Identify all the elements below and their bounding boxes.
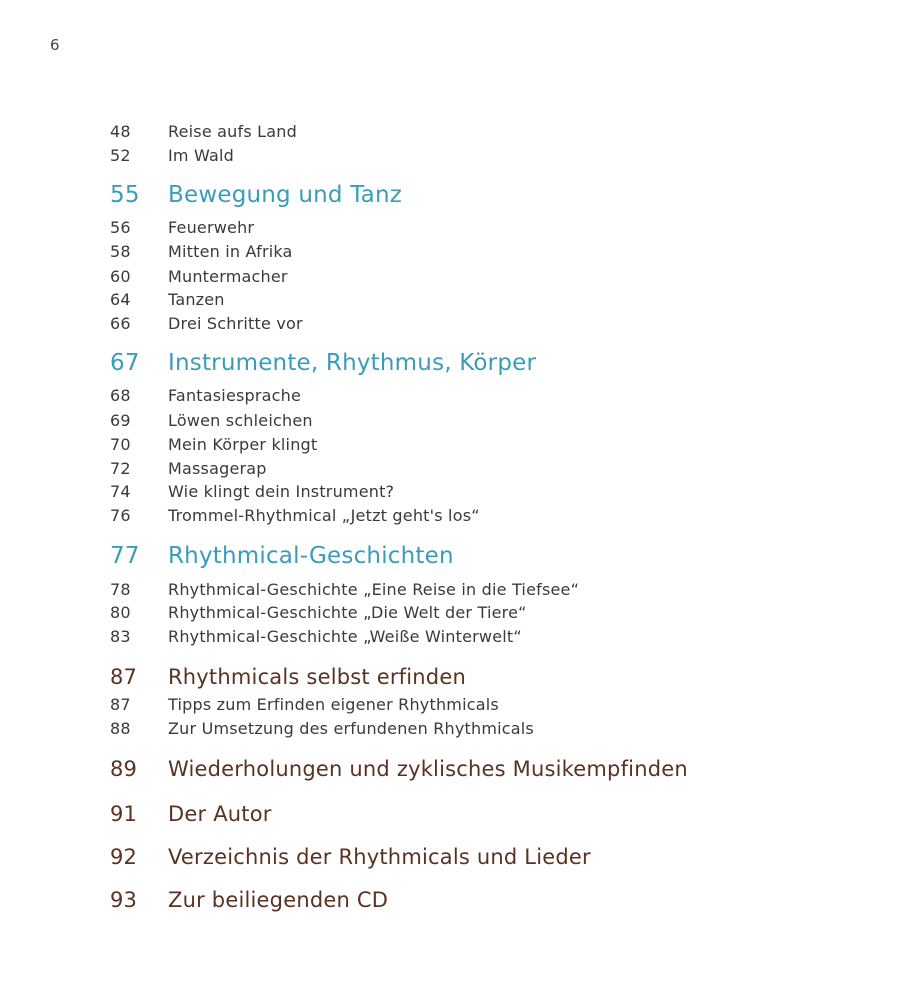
toc-entry-page: 70 — [110, 435, 131, 454]
toc-entry-page: 48 — [110, 122, 131, 141]
toc-entry-page: 88 — [110, 719, 131, 738]
toc-section-page: 89 — [110, 757, 138, 781]
toc-entry — [110, 290, 225, 309]
toc-entry-title: Drei Schritte vor — [168, 314, 303, 333]
toc-section-page: 93 — [110, 888, 138, 912]
toc-section-title: Zur beiliegenden CD — [168, 888, 389, 912]
toc-entry-title: Trommel-Rhythmical „Jetzt geht's los“ — [168, 506, 480, 525]
toc-entry-page: 72 — [110, 459, 131, 478]
toc-entry — [110, 580, 579, 599]
toc-entry-title: Mein Körper klingt — [168, 435, 318, 454]
toc-entry — [110, 386, 301, 405]
toc-section-heading — [110, 350, 536, 376]
toc-section-title: Der Autor — [168, 802, 272, 826]
toc-section-heading — [110, 888, 388, 912]
toc-section-title: Wiederholungen und zyklisches Musikempfinden — [168, 757, 688, 781]
toc-section-page: 91 — [110, 802, 138, 826]
toc-entry — [110, 411, 313, 430]
toc-entry-title: Massagerap — [168, 459, 267, 478]
toc-section-title: Rhythmicals selbst erfinden — [168, 665, 466, 689]
toc-entry — [110, 242, 293, 261]
toc-entry-page: 68 — [110, 386, 131, 405]
toc-entry-title: Rhythmical-Geschichte „Die Welt der Tiere“ — [168, 603, 527, 622]
toc-section-title: Bewegung und Tanz — [168, 182, 403, 208]
toc-entry — [110, 695, 499, 714]
toc-section-page: 55 — [110, 182, 140, 208]
toc-entry — [110, 267, 288, 286]
toc-entry-title: Tipps zum Erfinden eigener Rhythmicals — [168, 695, 499, 714]
toc-entry — [110, 122, 297, 141]
toc-entry-title: Feuerwehr — [168, 218, 255, 237]
toc-entry — [110, 627, 522, 646]
toc-entry-title: Reise aufs Land — [168, 122, 297, 141]
toc-entry-title: Muntermacher — [168, 267, 288, 286]
toc-entry-page: 69 — [110, 411, 131, 430]
toc-entry-page: 83 — [110, 627, 131, 646]
toc-entry-page: 60 — [110, 267, 131, 286]
toc-entry-title: Tanzen — [168, 290, 225, 309]
toc-entry-page: 87 — [110, 695, 131, 714]
toc-section-heading — [110, 182, 402, 208]
toc-entry-page: 58 — [110, 242, 131, 261]
toc-entry-page: 52 — [110, 146, 131, 165]
toc-section-page: 92 — [110, 845, 138, 869]
toc-section-heading — [110, 845, 591, 869]
toc-entry-page: 76 — [110, 506, 131, 525]
toc-entry-title: Im Wald — [168, 146, 234, 165]
toc-section-heading — [110, 757, 688, 781]
toc-entry-page: 64 — [110, 290, 131, 309]
toc-entry — [110, 314, 303, 333]
toc-entry-title: Rhythmical-Geschichte „Eine Reise in die Tiefsee“ — [168, 580, 580, 599]
toc-section-page: 67 — [110, 350, 140, 376]
toc-section-title: Verzeichnis der Rhythmicals und Lieder — [168, 845, 591, 869]
toc-section-heading — [110, 665, 466, 689]
toc-entry-title: Wie klingt dein Instrument? — [168, 482, 395, 501]
toc-entry-page: 78 — [110, 580, 131, 599]
toc-entry-title: Fantasiesprache — [168, 386, 302, 405]
toc-entry-title: Rhythmical-Geschichte „Weiße Winterwelt“ — [168, 627, 522, 646]
toc-section-heading — [110, 543, 454, 569]
toc-entry — [110, 435, 317, 454]
page-number: 6 — [50, 36, 60, 54]
toc-section-title: Instrumente, Rhythmus, Körper — [168, 350, 537, 376]
toc-entry — [110, 719, 534, 738]
toc-entry-page: 66 — [110, 314, 131, 333]
toc-section-page: 87 — [110, 665, 138, 689]
toc-entry-page: 74 — [110, 482, 131, 501]
toc-entry — [110, 603, 527, 622]
toc-entry-page: 56 — [110, 218, 131, 237]
toc-entry-title: Löwen schleichen — [168, 411, 313, 430]
toc-section-page: 77 — [110, 543, 140, 569]
toc-entry — [110, 218, 254, 237]
toc-entry-title: Mitten in Afrika — [168, 242, 293, 261]
toc-section-heading — [110, 802, 272, 826]
toc-entry — [110, 146, 234, 165]
toc-entry-title: Zur Umsetzung des erfundenen Rhythmicals — [168, 719, 534, 738]
toc-entry — [110, 506, 480, 525]
toc-entry-page: 80 — [110, 603, 131, 622]
toc-entry — [110, 482, 394, 501]
toc-entry — [110, 459, 267, 478]
toc-section-title: Rhythmical-Geschichten — [168, 543, 454, 569]
